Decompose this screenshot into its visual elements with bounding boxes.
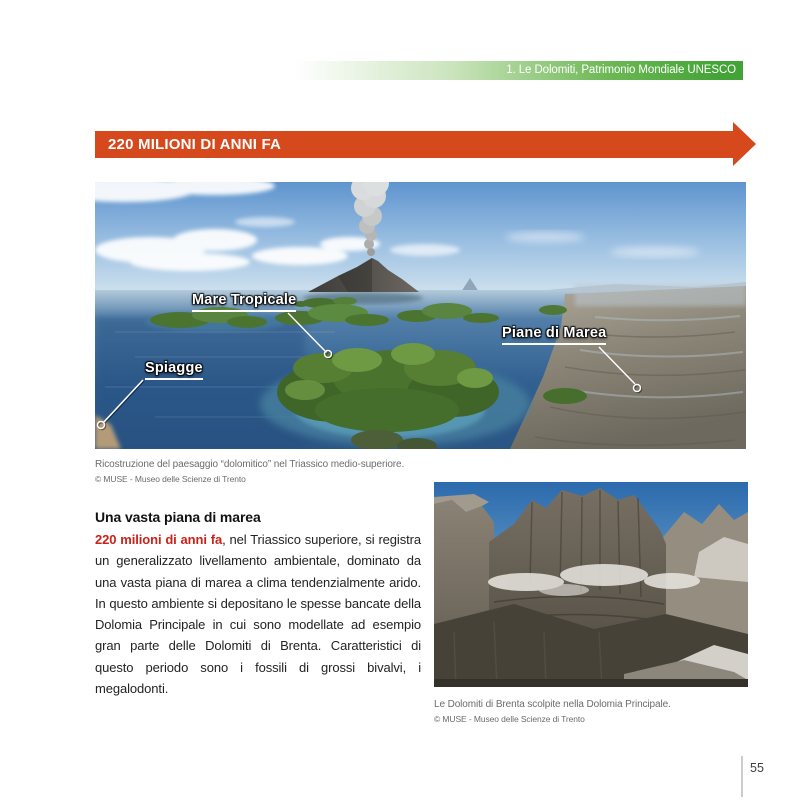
paleolandscape-scene: [95, 182, 746, 449]
timeline-title: 220 MILIONI DI ANNI FA: [108, 136, 282, 153]
timeline-banner: [95, 122, 757, 166]
illustration-credit: © MUSE - Museo delle Scienze di Trento: [95, 474, 246, 484]
dolomiti-brenta-photo: [434, 482, 748, 687]
article-paragraph: [95, 529, 421, 699]
photo-caption: Le Dolomiti di Brenta scolpite nella Dolomia Principale.: [434, 699, 671, 710]
chapter-header-bar: [295, 61, 743, 80]
article-block: [95, 509, 421, 699]
paleolandscape-illustration: [95, 182, 746, 449]
illustration-caption: Ricostruzione del paesaggio “dolomitico” nel Triassico medio-superiore.: [95, 459, 405, 470]
photo-credit: © MUSE - Museo delle Scienze di Trento: [434, 714, 585, 724]
arrow-right-icon: [733, 122, 756, 166]
page-number: 55: [750, 761, 764, 775]
label-piane-di-marea: Piane di Marea: [502, 325, 606, 345]
article-lead-red: 220 milioni di anni fa: [95, 532, 223, 547]
chapter-breadcrumb: 1. Le Dolomiti, Patrimonio Mondiale UNESCO: [506, 64, 736, 76]
article-body-text: , nel Triassico superiore, si registra un generalizzato livellamento ambientale, dominato da una vasta piana di marea a clima tendenzialmente arido. In questo ambiente si depositano le spesse bancate della Dolomia Principale in cui sono modellate ad esempio gran parte delle Dolomiti di Brenta. Caratteristici di questo periodo sono i fossili di grossi bivalvi, i megalodonti.: [95, 532, 421, 697]
article-heading: Una vasta piana di marea: [95, 509, 261, 525]
timeline-banner-bar: [95, 131, 733, 158]
label-mare-tropicale: Mare Tropicale: [192, 292, 296, 312]
label-spiagge: Spiagge: [145, 360, 203, 380]
footer-rule: [741, 756, 743, 797]
mountain-scene: [434, 482, 748, 687]
